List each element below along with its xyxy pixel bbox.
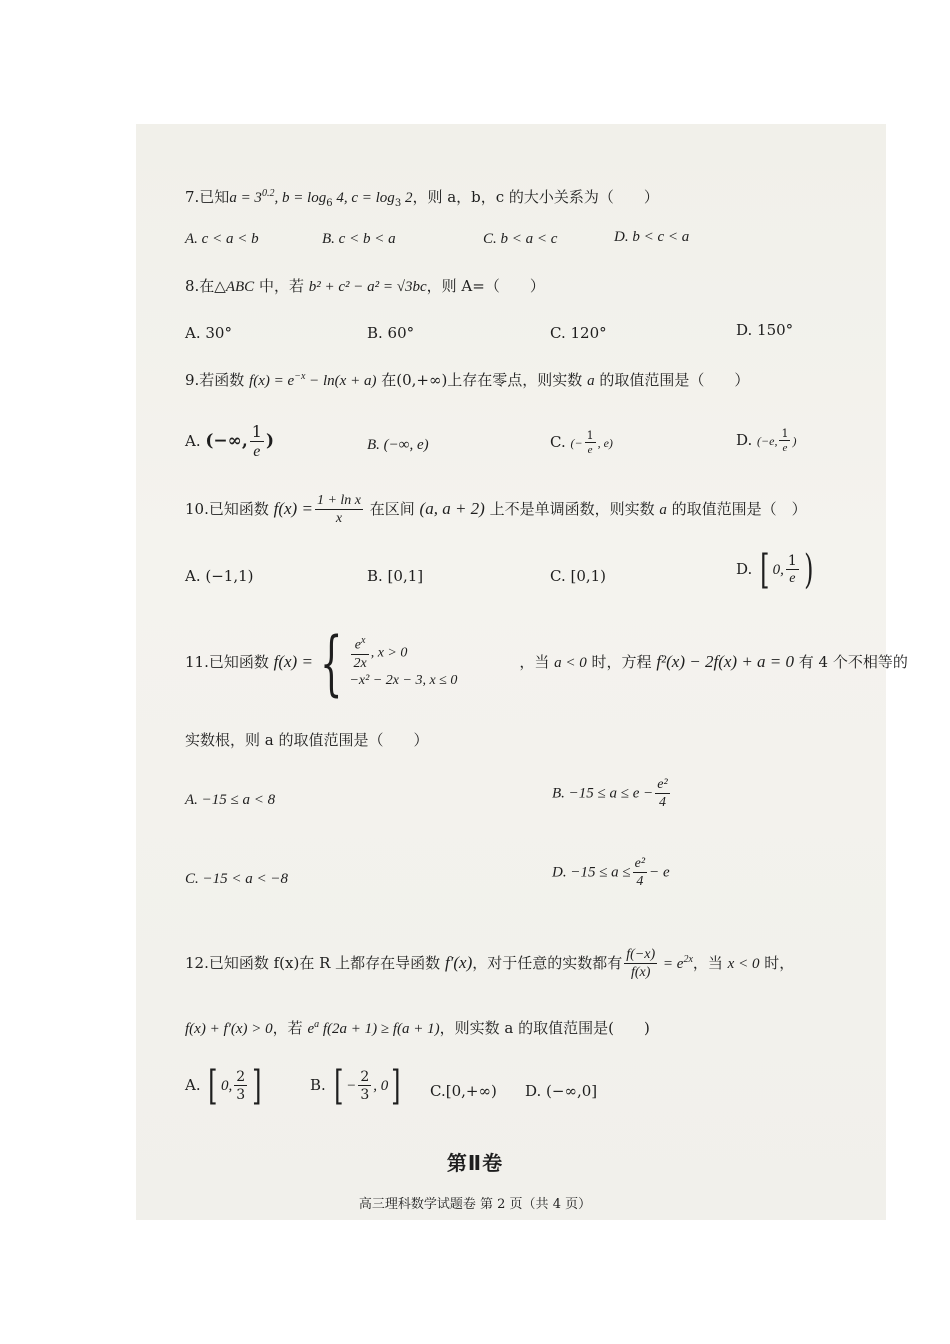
- question-10-option-c: C. [0,1): [550, 567, 607, 585]
- question-11-option-d: D. −15 ≤ a ≤ $\frac{\text{e²}}{4}$ − e: [552, 856, 670, 889]
- question-10-option-b: B. [0,1]: [367, 567, 424, 585]
- question-8-option-d: D. 150°: [736, 321, 794, 339]
- question-12-option-b: B. [ − $\frac{2}{3}$ , 0]: [310, 1063, 401, 1109]
- question-11-option-b: B. −15 ≤ a ≤ e − $\frac{\text{e²}}{4}$: [552, 777, 668, 810]
- question-9-stem: 9.若函数 $f(x) = e^{-x} - \ln(x + a)$ 在(0,+∞)上存在零点，则实数 a 的取值范围是（ ）: [185, 371, 750, 389]
- fraction: $\frac{\text{e²}}{4}$: [657, 777, 668, 810]
- question-9-option-b: B. (−∞, e): [367, 437, 429, 453]
- question-8-option-b: B. 60°: [367, 324, 415, 342]
- fraction: $\frac{1}{e}$: [787, 553, 797, 586]
- question-8-option-a: A. 30°: [185, 324, 232, 342]
- fraction: $\frac{1}{e}$: [781, 427, 789, 454]
- question-11-option-a: A. −15 ≤ a < 8: [185, 792, 276, 808]
- question-10-option-a: A. (−1,1): [185, 567, 254, 585]
- question-8-option-c: C. 120°: [550, 324, 607, 342]
- question-7-option-a: A. c < a < b: [185, 231, 259, 247]
- question-9-option-d: D. (−e, $\frac{1}{e}$ ): [736, 427, 797, 454]
- fraction: $\frac{e^x}{2x}$: [353, 635, 367, 671]
- question-12-stem-line2: f(x) + f′(x) > 0，若 $e^a$ f(2a + 1) ≥ f(a + 1)，则实数 a 的取值范围是( ): [185, 1019, 650, 1037]
- question-12-option-d: D. (−∞,0]: [525, 1082, 598, 1100]
- question-7-stem: 7.已知$a = 3^{0.2}$, $b = \log_6 4$, $c = \log_3 2$，则 a，b，c 的大小关系为（ ）: [185, 188, 659, 209]
- section-title: 第Ⅱ卷: [446, 1151, 504, 1175]
- question-12-option-c: C.[0,+∞): [430, 1082, 497, 1100]
- page-footer: 高三理科数学试题卷 第 2 页（共 4 页）: [358, 1197, 592, 1212]
- question-7-option-d: D. b < c < a: [614, 229, 690, 245]
- fraction: $\frac{2}{3}$: [360, 1069, 370, 1103]
- fraction: $\frac{\text{1 + ln x}}{x}$: [316, 493, 361, 526]
- question-12-option-a: A. [ 0, $\frac{2}{3}$ ]: [185, 1063, 262, 1109]
- question-7-option-b: B. c < b < a: [322, 231, 396, 247]
- fraction: $\frac{f(-x)}{f(x)}$: [626, 947, 656, 980]
- fraction: $\frac{1}{e}$: [251, 422, 262, 460]
- question-10-option-d: D. [ 0, $\frac{1}{e}$ ): [736, 547, 814, 593]
- question-10-stem: 10.已知函数 f(x) = $\frac{\text{1 + ln x}}{x}$ 在区间 (a, a + 2) 上不是单调函数，则实数 a 的取值范围是（ ）: [185, 493, 807, 526]
- fraction: $\frac{\text{e²}}{4}$: [634, 856, 646, 889]
- fraction: $\frac{2}{3}$: [236, 1069, 246, 1103]
- question-11-stem: 11.已知函数 f(x) = { $\frac{e^x}{2x}$ , x > 0 −x² − 2x − 3, x ≤ 0 ，当 a < 0 时，方程 f²(x) − 2f(x) + a = 0 有 4 个不相等的: [185, 622, 908, 704]
- question-11-option-c: C. −15 < a < −8: [185, 871, 288, 887]
- question-11-stem-line2: 实数根，则 a 的取值范围是（ ）: [185, 731, 429, 749]
- question-8-stem: 8.在△ABC 中，若 b² + c² − a² = √3bc，则 A=（ ）: [185, 277, 545, 295]
- question-9-option-a: A. (−∞, $\frac{1}{e}$ ): [185, 422, 274, 460]
- question-12-stem: 12.已知函数 f(x)在 R 上都存在导函数 f′(x)，对于任意的实数都有 $\frac{f(-x)}{f(x)}$ = $e^{2x}$，当 x < 0 时，: [185, 947, 795, 980]
- piecewise-cases: $\frac{e^x}{2x}$ , x > 0 −x² − 2x − 3, x ≤ 0: [349, 635, 458, 688]
- fraction: $\frac{1}{e}$: [586, 429, 594, 456]
- question-7-option-c: C. b < a < c: [483, 231, 558, 247]
- question-9-option-c: C. (− $\frac{1}{e}$ , e): [550, 429, 613, 456]
